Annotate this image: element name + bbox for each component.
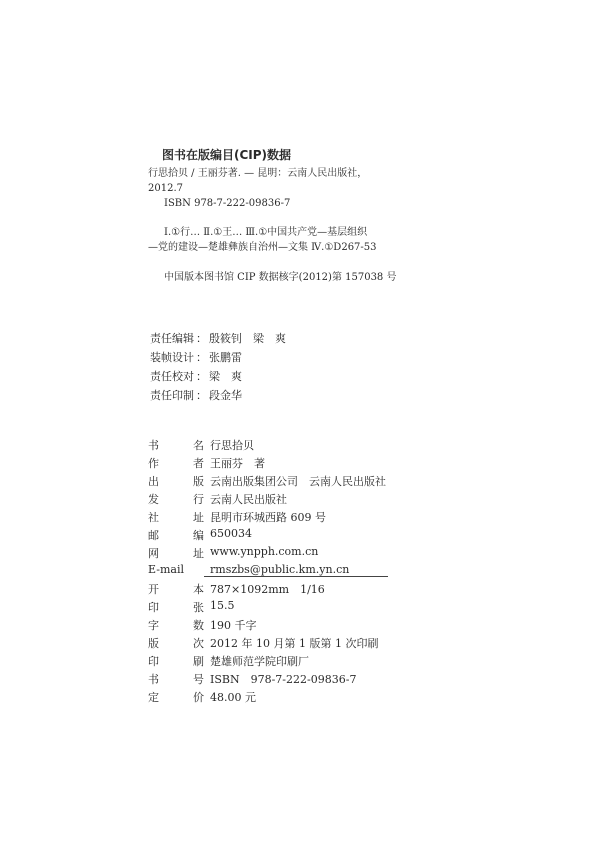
cip-title: 图书在版编目(CIP)数据 xyxy=(162,148,292,162)
info-label: 作者 xyxy=(148,457,204,470)
staff-label: 责任印制 xyxy=(150,389,194,402)
info-label: 发行 xyxy=(148,493,204,506)
info-row-website xyxy=(148,545,319,561)
info-label: 印张 xyxy=(148,601,204,614)
info-row-postcode xyxy=(148,527,252,543)
info-value: ISBN 978-7-222-09836-7 xyxy=(210,673,357,686)
staff-label: 责任校对 xyxy=(150,370,194,383)
info-label: 定价 xyxy=(148,691,204,704)
info-row-price xyxy=(148,689,256,705)
info-value: 云南人民出版社 xyxy=(210,493,287,506)
info-row-printed-sheets xyxy=(148,599,235,615)
info-label: 版次 xyxy=(148,637,204,650)
info-label: 开本 xyxy=(148,583,204,596)
info-label: E-mail xyxy=(148,563,184,576)
info-label: 社址 xyxy=(148,511,204,524)
info-label: 书号 xyxy=(148,673,204,686)
info-value: 行思拾贝 xyxy=(210,439,254,452)
divider-line xyxy=(204,576,388,577)
info-row-word-count xyxy=(148,617,257,633)
staff-row-editor: 责任编辑 ： 殷筱钊 梁 爽 xyxy=(150,332,286,345)
staff-row-proofreader: 责任校对 ： 梁 爽 xyxy=(150,370,242,383)
staff-row-designer: 装帧设计 ： 张鹏雷 xyxy=(150,351,242,364)
info-row-distributor xyxy=(148,491,287,507)
info-value: 2012 年 10 月第 1 版第 1 次印刷 xyxy=(210,637,379,650)
info-value: 昆明市环城西路 609 号 xyxy=(210,511,326,524)
cip-verification-number: 中国版本图书馆 CIP 数据核字(2012)第 157038 号 xyxy=(164,272,397,283)
info-label: 书名 xyxy=(148,439,204,452)
info-row-title xyxy=(148,437,254,453)
info-row-isbn xyxy=(148,671,357,687)
info-row-publisher xyxy=(148,473,386,489)
staff-value: 段金华 xyxy=(209,389,242,402)
staff-row-printing-supervisor: 责任印制 ： 段金华 xyxy=(150,389,242,402)
info-row-printer xyxy=(148,653,309,669)
info-value: 190 千字 xyxy=(210,619,257,632)
info-label: 出版 xyxy=(148,475,204,488)
info-value: 48.00 元 xyxy=(210,691,256,704)
info-label: 网址 xyxy=(148,547,204,560)
staff-label: 装帧设计 xyxy=(150,351,194,364)
staff-label: 责任编辑 xyxy=(150,332,194,345)
cip-line-2: 2012.7 xyxy=(148,183,183,194)
info-label: 邮编 xyxy=(148,529,204,542)
cip-classification-1: Ⅰ.①行… Ⅱ.①王… Ⅲ.①中国共产党—基层组织 xyxy=(164,227,368,238)
info-row-email xyxy=(148,563,350,576)
info-label: 印刷 xyxy=(148,655,204,668)
info-value: 王丽芬 著 xyxy=(210,457,265,470)
info-row-address xyxy=(148,509,326,525)
info-row-author xyxy=(148,455,265,471)
staff-value: 张鹏雷 xyxy=(209,351,242,364)
info-label: 字数 xyxy=(148,619,204,632)
cip-classification-2: —党的建设—楚雄彝族自治州—文集 Ⅳ.①D267-53 xyxy=(148,242,377,253)
info-value: 15.5 xyxy=(210,599,235,612)
staff-value: 梁 爽 xyxy=(209,370,242,383)
info-value: 云南出版集团公司 云南人民出版社 xyxy=(210,475,386,488)
info-value: 787×1092mm 1/16 xyxy=(210,583,325,596)
cip-isbn: ISBN 978-7-222-09836-7 xyxy=(164,198,291,209)
staff-value: 殷筱钊 梁 爽 xyxy=(209,332,286,345)
info-value: 楚雄师范学院印刷厂 xyxy=(210,655,309,668)
info-row-edition xyxy=(148,635,379,651)
info-value: 650034 xyxy=(210,527,252,540)
info-value: rmszbs@public.km.yn.cn xyxy=(210,563,350,576)
info-value: www.ynpph.com.cn xyxy=(210,545,319,558)
info-row-format xyxy=(148,581,325,597)
cip-line-1: 行思拾贝 / 王丽芬著. — 昆明：云南人民出版社， xyxy=(148,168,368,179)
